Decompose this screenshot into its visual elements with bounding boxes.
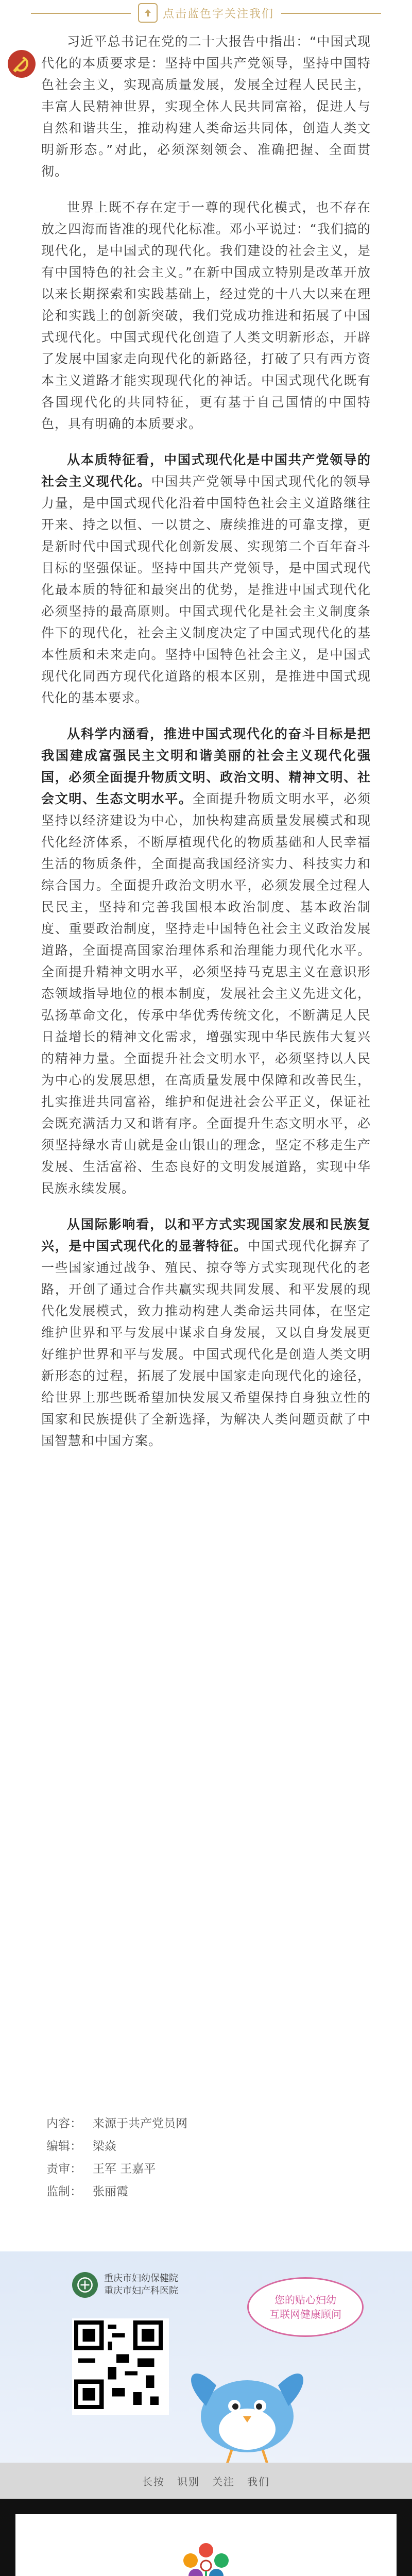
cmda-footer bbox=[0, 2499, 412, 2576]
paragraph-lead: 从本质特征看，中国式现代化是中国共产党领导的社会主义现代化。 bbox=[41, 452, 371, 489]
footer-item: 识别 bbox=[177, 2475, 200, 2488]
hospital-org bbox=[72, 2272, 178, 2298]
paragraph-text: 全面提升物质文明水平，必须坚持以经济建设为中心，加快构建高质量发展模式和现代化经济体系，不断厚植现代化的物质基础和人民幸福生活的物质条件，全面提高我国经济实力、科技实力和综合国力。全面提升政治文明水平，必须发展全过程人民民主，坚持和完善我国根本政治制度、基本政治制度、重要政治制度，坚持走中国特色社会主义政治发展道路，全面提高国家治理体系和治理能力现代化水平。全面提升精神文明水平，必须坚持马克思主义在意识形态领域指导地位的根本制度，发展社会主义先进文化，弘扬革命文化，传承中华优秀传统文化，不断满足人民日益增长的精神文化需求，增强实现中华民族伟大复兴的精神力量。全面提升社会文明水平，必须坚持以人民为中心的发展思想，在高质量发展中保障和改善民生，扎实推进共同富裕，维护和促进社会公平正义，保证社会既充满活力又和谐有序。全面提升生态文明水平，必须坚持绿水青山就是金山银山的理念，坚定不移走生产发展、生活富裕、生态良好的文明发展道路，实现中华民族永续发展。 bbox=[41, 791, 371, 1196]
bubble-line1: 您的贴心妇幼 bbox=[274, 2294, 336, 2306]
footer-item: 关注 bbox=[212, 2475, 235, 2488]
article-header bbox=[0, 0, 412, 26]
paragraph-text: 中国共产党领导中国式现代化的领导力量，是中国式现代化沿着中国特色社会主义道路继往开来、持之以恒、一以贯之、赓续推进的可靠支撑，更是新时代中国式现代化创新发展、实现第二个百年奋斗目标的坚强保证。坚持中国共产党领导，是中国式现代化最本质的特征和最突出的优势，是推进中国式现代化必须坚持的最高原则。中国式现代化是社会主义制度条件下的现代化，社会主义制度决定了中国式现代化的基本性质和未来走向。坚持中国特色社会主义，是中国式现代化同西方现代化道路的根本区别，是推进中国式现代化的基本要求。 bbox=[41, 474, 371, 705]
credit-value: 王军 王嘉平 bbox=[93, 2162, 156, 2176]
credit-key: 内容： bbox=[46, 2117, 82, 2130]
paragraph-lead: 从科学内涵看，推进中国式现代化的奋斗目标是把我国建成富强民主文明和谐美丽的社会主义现代化强国，必须全面提升物质文明、政治文明、精神文明、社会文明、生态文明水平。 bbox=[41, 726, 371, 806]
footer-item: 长按 bbox=[142, 2475, 165, 2488]
credit-row bbox=[46, 2158, 366, 2180]
paragraph-lead: 从国际影响看，以和平方式实现国家发展和民族复兴，是中国式现代化的显著特征。 bbox=[41, 1217, 371, 1253]
hospital-logo-icon bbox=[72, 2272, 98, 2298]
credit-row bbox=[46, 2112, 366, 2135]
party-emblem-icon bbox=[7, 49, 36, 78]
credit-key: 责审： bbox=[46, 2162, 82, 2176]
paragraph bbox=[41, 31, 371, 182]
follow-prompt-label: 点击蓝色字关注我们 bbox=[162, 7, 274, 21]
mascot-bird-icon bbox=[170, 2339, 324, 2473]
cmda-logo-icon bbox=[160, 2535, 252, 2576]
up-arrow-icon bbox=[138, 3, 158, 23]
paragraph-text: 世界上既不存在定于一尊的现代化模式，也不存在放之四海而皆准的现代化标准。邓小平说过：“我们搞的现代化，是中国式的现代化。我们建设的社会主义，是有中国特色的社会主义。”在新中国成立特别是改革开放以来长期探索和实践基础上，经过党的十八大以来在理论和实践上的创新突破，我们党成功推进和拓展了中国式现代化。中国式现代化创造了人类文明新形态，开辟了发展中国家走向现代化的新路径，打破了只有西方资本主义道路才能实现现代化的神话。中国式现代化既有各国现代化的共同特征，更有基于自己国情的中国特色，具有明确的本质要求。 bbox=[41, 200, 371, 431]
paragraph bbox=[41, 1214, 371, 1452]
credit-value: 来源于共产党员网 bbox=[93, 2117, 187, 2130]
hospital-name-line2: 重庆市妇产科医院 bbox=[104, 2285, 178, 2296]
article-body bbox=[41, 31, 371, 1466]
credit-value: 张丽霞 bbox=[93, 2185, 128, 2198]
hospital-qr-code[interactable] bbox=[72, 2318, 169, 2415]
paragraph bbox=[41, 197, 371, 435]
credit-row bbox=[46, 2135, 366, 2158]
banner-footer bbox=[0, 2463, 412, 2499]
paragraph-text: 习近平总书记在党的二十大报告中指出：“中国式现代化的本质要求是：坚持中国共产党领导，坚持中国特色社会主义，实现高质量发展，发展全过程人民民主，丰富人民精神世界，实现全体人民共同富裕，促进人与自然和谐共生，推动构建人类命运共同体，创造人类文明新形态。”对此，必须深刻领会、准确把握、全面贯彻。 bbox=[41, 34, 371, 179]
hospital-banner bbox=[0, 2251, 412, 2499]
hospital-name-line1: 重庆市妇幼保健院 bbox=[104, 2273, 178, 2284]
credit-value: 梁焱 bbox=[93, 2140, 116, 2153]
speech-bubble bbox=[247, 2277, 364, 2337]
follow-prompt[interactable] bbox=[131, 3, 281, 23]
bubble-line2: 互联网健康顾问 bbox=[269, 2308, 341, 2320]
footer-item: 我们 bbox=[247, 2475, 270, 2488]
paragraph bbox=[41, 723, 371, 1199]
paragraph bbox=[41, 449, 371, 709]
credits bbox=[46, 2112, 366, 2203]
credit-row bbox=[46, 2180, 366, 2203]
credit-key: 编辑： bbox=[46, 2140, 82, 2153]
cmda-panel bbox=[15, 2514, 397, 2576]
credit-key: 监制： bbox=[46, 2185, 82, 2198]
paragraph-text: 中国式现代化摒弃了一些国家通过战争、殖民、掠夺等方式实现现代化的老路，开创了通过合作共赢实现共同发展、和平发展的现代化发展模式，致力推动构建人类命运共同体，在坚定维护世界和平与发展中谋求自身发展，又以自身发展更好维护世界和平与发展。中国式现代化是创造人类文明新形态的过程，拓展了发展中国家走向现代化的途径，给世界上那些既希望加快发展又希望保持自身独立性的国家和民族提供了全新选择，为解决人类问题贡献了中国智慧和中国方案。 bbox=[41, 1239, 371, 1448]
